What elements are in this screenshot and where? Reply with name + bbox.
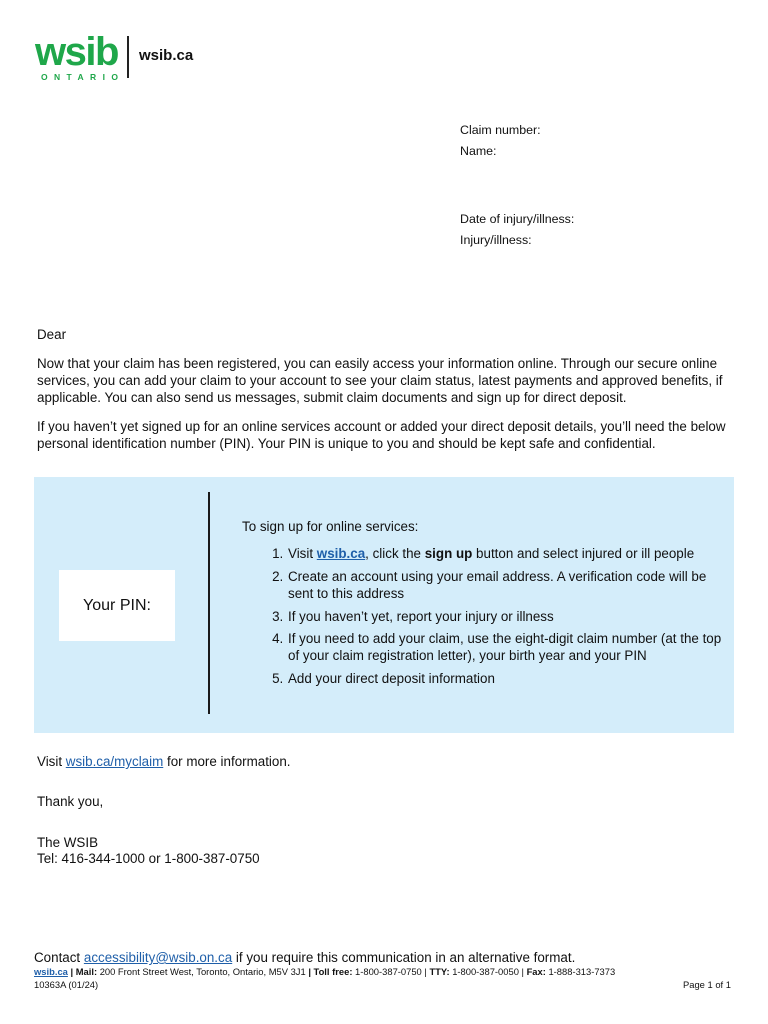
signup-intro: To sign up for online services: — [242, 519, 419, 534]
step-1 — [287, 545, 722, 562]
paragraph-pin-info — [37, 418, 737, 452]
name-label: Name: — [460, 144, 497, 158]
logo-site-text: wsib.ca — [139, 47, 194, 64]
mail-value: 200 Front Street West, Toronto, Ontario, M5V 3J1 — [99, 966, 306, 977]
pin-box — [59, 570, 175, 641]
form-code: 10363A (01/24) — [34, 979, 99, 990]
paragraph-online-access — [37, 355, 737, 406]
footer-site-link[interactable]: wsib.ca — [34, 966, 68, 977]
mail-label: Mail: — [75, 966, 98, 977]
signup-steps — [242, 518, 722, 692]
paragraph-pin-info-text: If you haven’t yet signed up for an online services account or added your direct deposit details, you’ll need the below personal identification number (PIN). Your PIN is unique to you and should be kept safe and confidential. — [37, 419, 726, 451]
salutation-text: Dear — [37, 327, 67, 342]
footer-address-line: wsib.ca | Mail: 200 Front Street West, Toronto, Ontario, M5V 3J1 | Toll free: 1-800-387-0750 | TTY: 1-800-387-0050 | Fax: 1-888-313-7373 — [34, 966, 616, 977]
step-3: 3. If you haven’t yet, report your injury or illness — [287, 608, 722, 625]
myclaim-link[interactable]: wsib.ca/myclaim — [65, 754, 164, 769]
logo-divider — [127, 36, 129, 78]
step-2: 2. Create an account using your email address. A verification code will be sent to this address — [287, 568, 722, 603]
fax-value: 1-888-313-7373 — [548, 966, 616, 977]
telephone: Tel: 416-344-1000 or 1-800-387-0750 — [37, 851, 260, 866]
wsib-logo — [35, 30, 205, 84]
salutation — [37, 326, 737, 343]
date-of-injury-label: Date of injury/illness: — [460, 212, 575, 226]
panel-divider — [208, 492, 210, 714]
accessibility-email-link[interactable]: accessibility@wsib.on.ca — [83, 950, 233, 965]
step-1-post: button and select injured or ill people — [472, 546, 695, 562]
logo-ontario: ONTARIO — [41, 72, 125, 82]
fax-label: Fax: — [526, 966, 546, 977]
claim-number-label: Claim number: — [460, 123, 541, 137]
accessibility-contact — [34, 950, 575, 966]
pin-label: Your PIN: — [83, 596, 151, 614]
contact-post: if you require this communication in an alternative format. — [232, 950, 576, 965]
contact-pre: Contact — [34, 950, 84, 965]
step-4: 4. If you need to add your claim, use the eight-digit claim number (at the top of your claim registration letter), your birth year and your PIN — [287, 630, 722, 665]
visit-line — [37, 753, 737, 770]
injury-label: Injury/illness: — [460, 233, 532, 247]
step-1-bold: sign up — [424, 546, 473, 562]
paragraph-online-access-text: Now that your claim has been registered, you can easily access your information online. Through our secure online services, you can add your claim to your account to see your claim status, latest payments and approved benefits, if applicable. You can also send us messages, submit claim documents and sign up for direct deposit. — [37, 356, 723, 405]
wsib-link[interactable]: wsib.ca — [316, 546, 366, 562]
thank-you: Thank you, — [37, 794, 104, 809]
signature: The WSIB — [37, 835, 99, 850]
visit-post: for more information. — [163, 754, 291, 769]
step-1-mid: , click the — [365, 546, 425, 562]
tty-label: TTY: — [429, 966, 450, 977]
pin-panel — [34, 477, 734, 733]
step-5: 5. Add your direct deposit information — [287, 670, 722, 687]
tollfree-label: Toll free: — [313, 966, 353, 977]
tollfree-value: 1-800-387-0750 — [355, 966, 422, 977]
page-number: Page 1 of 1 — [683, 979, 731, 990]
logo-wordmark: wsib — [35, 30, 118, 74]
visit-pre: Visit — [37, 754, 66, 769]
step-1-pre: Visit — [288, 546, 317, 562]
tty-value: 1-800-387-0050 — [452, 966, 519, 977]
signup-steps-list — [242, 545, 722, 687]
